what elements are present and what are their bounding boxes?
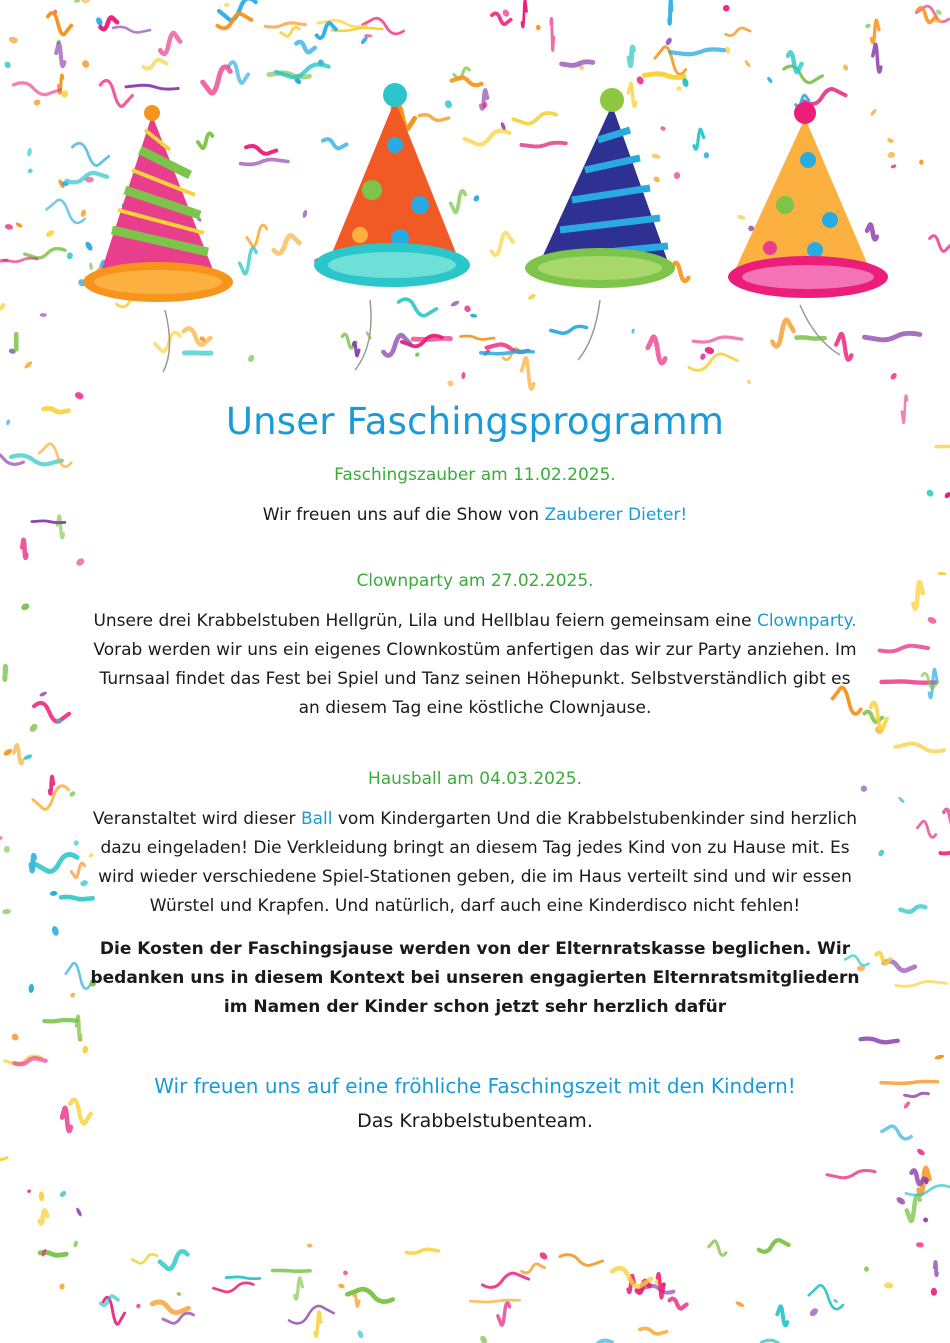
confetti-dot [833, 1298, 839, 1304]
confetti-streamer [44, 1020, 77, 1021]
confetti-streamer [881, 1081, 937, 1083]
confetti-dot [699, 353, 706, 361]
confetti-streamer [521, 143, 565, 147]
confetti-streamer [14, 1058, 45, 1064]
confetti-streamer [522, 0, 527, 27]
confetti-streamer [836, 334, 851, 360]
confetti-dot [307, 1244, 313, 1248]
confetti-dot [916, 1148, 926, 1157]
confetti-dot [8, 36, 19, 44]
confetti-streamer [100, 80, 132, 106]
confetti-streamer [50, 777, 53, 794]
confetti-streamer [709, 1241, 726, 1255]
event-heading-hausball: Hausball am 04.03.2025. [367, 769, 582, 789]
confetti-dot [903, 1100, 912, 1109]
party-hat-striped-pink [83, 105, 233, 372]
confetti-streamer [62, 1108, 71, 1131]
confetti-dot [865, 23, 872, 29]
confetti-streamer [71, 863, 84, 877]
confetti-streamer [281, 27, 299, 36]
confetti-dot [4, 223, 13, 230]
confetti-dot [75, 557, 86, 568]
confetti-streamer [36, 855, 77, 872]
confetti-streamer [865, 333, 920, 340]
confetti-streamer [40, 1211, 47, 1224]
confetti-streamer [289, 1306, 334, 1324]
confetti-dot [479, 1335, 489, 1343]
confetti-dot [33, 98, 42, 106]
confetti-dot [890, 164, 897, 169]
confetti-streamer [132, 1254, 157, 1263]
confetti-streamer [160, 1251, 187, 1269]
confetti-dot [3, 748, 14, 757]
confetti-streamer [274, 235, 300, 253]
confetti-dot [247, 354, 256, 363]
confetti-dot [935, 19, 943, 22]
confetti-streamer [694, 129, 704, 149]
confetti-streamer [323, 139, 346, 148]
confetti-dot [38, 1191, 44, 1201]
confetti-dot [75, 1207, 83, 1217]
confetti-dot [414, 352, 420, 358]
confetti-dot [660, 126, 667, 132]
confetti-streamer [628, 83, 636, 106]
confetti-streamer [880, 646, 928, 652]
confetti-dot [50, 891, 58, 896]
confetti-dot [66, 252, 73, 260]
confetti-dot [28, 984, 34, 993]
confetti-streamer [906, 1185, 950, 1195]
confetti-streamer [398, 299, 436, 316]
confetti-dot [886, 137, 894, 144]
confetti-streamer [640, 1328, 667, 1334]
confetti-dot [653, 175, 661, 183]
confetti-streamer [726, 28, 751, 36]
confetti-streamer [265, 23, 305, 27]
confetti-streamer [895, 744, 944, 752]
confetti-streamer [777, 1306, 787, 1325]
confetti-dot [746, 379, 752, 385]
confetti-streamer [759, 1240, 789, 1252]
confetti-streamer [669, 1299, 686, 1309]
confetti-streamer [914, 582, 923, 608]
confetti-dot [676, 86, 682, 92]
confetti-streamer [451, 191, 466, 213]
confetti-dot [501, 8, 510, 18]
confetti-streamer [152, 1302, 188, 1313]
confetti-streamer [641, 1286, 673, 1293]
confetti-dot [897, 796, 905, 804]
confetti-dot [45, 229, 56, 239]
confetti-streamer [295, 1278, 303, 1299]
confetti-streamer [353, 342, 359, 355]
confetti-streamer [13, 83, 60, 95]
confetti-dot [5, 419, 10, 426]
confetti-streamer [513, 113, 556, 124]
confetti-streamer [522, 1264, 545, 1273]
confetti-dot [51, 925, 60, 936]
confetti-dot [877, 849, 885, 858]
confetti-dot [937, 572, 946, 576]
confetti-dot [842, 64, 849, 72]
confetti-dot [3, 60, 12, 69]
confetti-streamer [902, 395, 907, 422]
confetti-streamer [551, 326, 587, 333]
confetti-streamer [4, 258, 37, 262]
confetti-dot [82, 1045, 89, 1054]
page-title: Unser Faschingsprogramm [225, 400, 725, 443]
confetti-streamer [612, 1268, 651, 1286]
confetti-streamer [184, 328, 211, 344]
confetti-streamer [406, 1249, 438, 1253]
confetti-streamer [241, 160, 288, 165]
confetti-dot [59, 1190, 67, 1198]
confetti-streamer [944, 809, 950, 826]
confetti-streamer [464, 131, 509, 145]
confetti-streamer [203, 67, 231, 93]
confetti-dot [889, 372, 898, 381]
confetti-dot [925, 488, 935, 498]
confetti-dot [343, 1270, 349, 1276]
flyer-content [90, 400, 860, 1132]
confetti-dot [631, 328, 635, 334]
confetti-dot [2, 908, 11, 914]
confetti-streamer [907, 1195, 920, 1221]
confetti-streamer [226, 1277, 260, 1279]
confetti-dot [27, 168, 34, 175]
confetti-streamer [491, 233, 512, 255]
confetti-streamer [0, 838, 1, 840]
confetti-dot [527, 293, 536, 301]
confetti-streamer [498, 1303, 510, 1325]
confetti-dot [808, 1307, 819, 1318]
confetti-streamer [689, 354, 737, 371]
confetti-streamer [273, 1270, 310, 1271]
confetti-streamer [143, 60, 166, 69]
party-hat-striped-blue [525, 88, 675, 360]
confetti-dot [39, 691, 48, 698]
confetti-dot [73, 1240, 79, 1248]
confetti-dot [916, 1242, 924, 1248]
confetti-dot [895, 1196, 906, 1206]
confetti-streamer [522, 358, 534, 390]
confetti-dot [926, 616, 937, 625]
event-heading-clownparty: Clownparty am 27.02.2025. [356, 571, 594, 591]
confetti-streamer [551, 18, 554, 50]
confetti-streamer [44, 408, 69, 412]
confetti-dot [735, 1300, 745, 1308]
confetti-dot [674, 172, 681, 180]
confetti-dot [704, 152, 710, 159]
confetti-dot [704, 346, 715, 355]
closing-line: Wir freuen uns auf eine fröhliche Faschingszeit mit den Kindern! [154, 1074, 796, 1098]
confetti-streamer [72, 143, 108, 165]
signature: Das Krabbelstubenteam. [357, 1110, 593, 1132]
confetti-dot [450, 300, 460, 308]
confetti-dot [744, 59, 752, 68]
confetti-streamer [22, 540, 26, 558]
confetti-dot [444, 99, 454, 109]
confetti-streamer [247, 225, 267, 246]
confetti-dot [463, 304, 472, 313]
confetti-dot [59, 1283, 65, 1290]
confetti-streamer [900, 906, 925, 912]
confetti-streamer [809, 1285, 843, 1309]
confetti-dot [887, 151, 895, 158]
confetti-streamer [648, 337, 665, 363]
confetti-dot [737, 214, 746, 220]
confetti-streamer [873, 44, 881, 72]
confetti-streamer [419, 115, 449, 121]
confetti-streamer [805, 89, 846, 104]
confetti-dot [884, 1282, 894, 1288]
confetti-dot [446, 379, 455, 387]
confetti-dot [84, 241, 94, 252]
confetti-streamer [61, 897, 93, 899]
confetti-dot [136, 1303, 142, 1309]
event-body-faschingszauber: Wir freuen uns auf die Show von Zauberer Dieter! [262, 505, 688, 525]
confetti-dot [302, 209, 308, 218]
confetti-streamer [562, 62, 593, 66]
confetti-dot [27, 1189, 32, 1194]
confetti-streamer [905, 1093, 929, 1096]
confetti-streamer [940, 851, 950, 854]
confetti-streamer [363, 18, 404, 34]
confetti-streamer [772, 320, 793, 346]
confetti-dot [176, 1291, 182, 1296]
confetti-streamer [917, 821, 935, 837]
highlight-ball: Ball [300, 809, 333, 829]
confetti-streamer [354, 1293, 359, 1306]
confetti-streamer [213, 1283, 253, 1292]
confetti-streamer [332, 28, 383, 31]
confetti-streamer [861, 1039, 898, 1043]
confetti-dot [922, 1216, 929, 1223]
confetti-streamer [461, 336, 495, 339]
confetti-dot [461, 372, 466, 379]
confetti-dot [74, 0, 81, 3]
highlight-clownparty: Clownparty. [756, 611, 857, 631]
confetti-streamer [882, 682, 936, 683]
confetti-streamer [670, 49, 724, 54]
confetti-dot [81, 59, 91, 69]
confetti-streamer [930, 236, 950, 252]
confetti-streamer [56, 44, 64, 66]
confetti-dot [40, 313, 47, 317]
confetti-streamer [452, 78, 482, 86]
confetti-dot [723, 5, 730, 12]
confetti-dot [919, 159, 924, 165]
confetti-dot [535, 24, 541, 30]
confetti-dot [10, 1032, 20, 1042]
confetti-dot [95, 16, 104, 26]
confetti-dot [934, 1054, 944, 1060]
confetti-streamer [560, 1255, 603, 1266]
confetti-streamer [246, 146, 276, 154]
confetti-streamer [784, 66, 822, 83]
confetti-streamer [47, 200, 85, 223]
confetti-dot [74, 391, 85, 401]
confetti-dot [869, 108, 877, 117]
confetti-streamer [827, 1170, 875, 1177]
event-heading-faschingszauber: Faschingszauber am 11.02.2025. [334, 465, 616, 485]
confetti-streamer [155, 332, 180, 351]
confetti-streamer [48, 13, 72, 35]
confetti-streamer [77, 1016, 81, 1039]
confetti-dot [470, 313, 478, 318]
confetti-dot [665, 37, 673, 46]
confetti-dot [80, 209, 87, 218]
confetti-dot [79, 879, 88, 887]
confetti-streamer [0, 291, 3, 309]
confetti-streamer [876, 953, 890, 964]
confetti-streamer [34, 703, 69, 722]
confetti-dot [69, 992, 76, 999]
confetti-streamer [482, 1273, 528, 1287]
confetti-streamer [25, 249, 65, 258]
confetti-dot [943, 491, 950, 499]
confetti-dot [472, 194, 480, 202]
confetti-dot [864, 1266, 870, 1272]
confetti-dot [538, 1251, 549, 1261]
confetti-streamer [788, 52, 802, 72]
confetti-dot [28, 722, 39, 733]
highlight-zauberer: Zauberer Dieter! [544, 505, 688, 525]
confetti-dot [89, 262, 93, 270]
confetti-streamer [198, 133, 212, 148]
confetti-streamer [871, 20, 878, 42]
confetti-dot [931, 1288, 937, 1296]
confetti-dot [224, 3, 230, 8]
confetti-streamer [470, 1300, 520, 1302]
event-body-hausball: Veranstaltet wird dieser Ball vom Kindergarten Und die Krabbelstubenkinder sind herzlich dazu eingeladen! Die Verkleidung bringt an diesem Tag jedes Kind von zu Hause mit. Es wird wieder verschiedene Spiel-Stationen geben, die im Haus verteilt sind und wir essen Würstel und Krapfen. Und natürlich, darf auch eine Kinderdisco nicht fehlen! [92, 809, 858, 916]
confetti-streamer [66, 963, 91, 989]
confetti-dot [766, 76, 773, 84]
confetti-streamer [693, 337, 742, 342]
cost-note: Die Kosten der Faschingsjause werden von der Elternratskasse beglichen. Wir bedanken uns in diesem Kontext bei unseren engagierten Elternratsmitgliedern im Namen der Kinder schon jetzt sehr herzlich dafür [90, 939, 860, 1017]
confetti-dot [651, 153, 661, 160]
confetti-streamer [315, 1312, 321, 1337]
confetti-streamer [14, 745, 23, 764]
confetti-dot [356, 1329, 364, 1339]
confetti-streamer [882, 1126, 911, 1139]
confetti-dot [23, 360, 33, 370]
confetti-streamer [935, 1262, 937, 1275]
confetti-streamer [160, 33, 180, 54]
confetti-streamer [296, 42, 315, 52]
confetti-dot [3, 845, 10, 853]
confetti-dot [73, 839, 80, 846]
confetti-streamer [867, 225, 877, 240]
confetti-streamer [0, 1147, 7, 1159]
confetti-streamer [413, 338, 450, 339]
confetti-dot [859, 784, 868, 793]
party-hat-dotted-orange [314, 83, 470, 370]
confetti-streamer [669, 0, 671, 23]
confetti-streamer [70, 1100, 91, 1124]
confetti-streamer [629, 47, 633, 65]
confetti-streamer [113, 27, 150, 32]
event-body-clownparty: Unsere drei Krabbelstuben Hellgrün, Lila und Hellblau feiern gemeinsam eine Clownparty. Vorab werden wir uns ein eigenes Clownkostüm anfertigen das wir zur Party anziehen. Im Turnsaal findet das Fest bei Spiel und Tanz seinen Höhepunkt. Selbstverständlich gibt es an diesem Tag eine köstliche Clownjause. [93, 611, 857, 718]
confetti-streamer [5, 666, 6, 679]
confetti-dot [20, 602, 30, 612]
confetti-dot [338, 1283, 346, 1289]
confetti-streamer [57, 516, 63, 538]
confetti-streamer [240, 248, 257, 274]
confetti-dot [27, 147, 33, 156]
confetti-dot [68, 790, 76, 798]
confetti-streamer [896, 981, 947, 986]
confetti-streamer [126, 85, 178, 89]
confetti-dot [15, 221, 23, 228]
